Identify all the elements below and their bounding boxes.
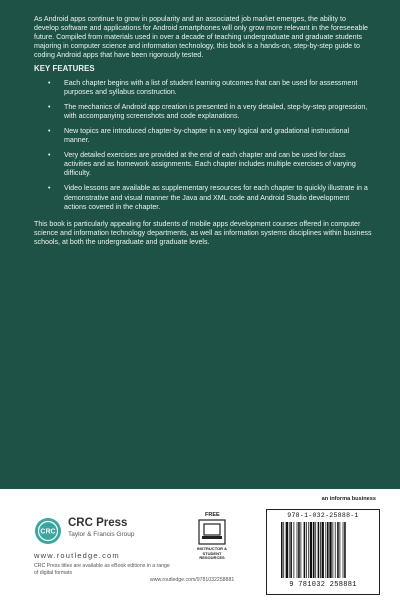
feature-item [34, 127, 372, 145]
barcode-bar [306, 522, 307, 578]
key-features-heading: KEY FEATURES [34, 64, 95, 74]
barcode-bar [293, 522, 294, 578]
bullet-icon: • [48, 103, 51, 111]
barcode-bar [335, 522, 336, 578]
barcode-bar [329, 522, 331, 578]
barcode-bar [337, 522, 339, 578]
publisher-footer [0, 489, 400, 600]
barcode-bar [304, 522, 306, 578]
barcode-bar [318, 522, 320, 578]
barcode-bar [310, 522, 312, 578]
barcode-bar [322, 522, 324, 578]
barcode-bar [332, 522, 333, 578]
barcode-bar [340, 522, 341, 578]
cover-text [34, 15, 372, 247]
resources-text: INSTRUCTOR & STUDENT RESOURCES [196, 546, 228, 561]
barcode-bar [320, 522, 321, 578]
closing-paragraph: This book is particularly appealing for students of mobile apps development courses offered in computer science and information technology departments, as well as information systems disciplines within business schools, at both the undergraduate and graduate levels. [34, 219, 372, 246]
isbn-number: 978-1-032-25888-1 [287, 512, 359, 519]
feature-item [34, 103, 372, 121]
feature-text: Very detailed exercises are provided at the end of each chapter and can be used for class activities and as homework assignments. Each chapter includes multiple exercises of varying difficulty. [64, 151, 356, 178]
feature-text: The mechanics of Android app creation is presented in a very detailed, step-by-step progression, with accompanying screenshots and code explanations. [64, 102, 368, 120]
key-features-list [34, 79, 372, 212]
publisher-website: www.routledge.com [34, 551, 120, 560]
barcode-bar [298, 522, 300, 578]
resources-badge-icon [198, 519, 226, 545]
barcode-bar [344, 522, 346, 578]
publisher-group: Taylor & Francis Group [68, 531, 135, 538]
feature-item [34, 151, 372, 178]
intro-paragraph: As Android apps continue to grow in popularity and an associated job market emerges, the ability to develop software and applications for Android smartphones will only grow more relevant in the foreseeable future. Compiled from materials used in over a decade of teaching undergraduate and graduate students majoring in computer science and information technology, this book is a hands-on, step-by-step guide to coding Android apps that have been rigorously tested. [34, 15, 368, 60]
feature-text: Video lessons are available as supplementary resources for each chapter to quickly illustrate in a demonstrative and visual manner the Java and XML code and Android Studio development actions covered in the chapter. [64, 184, 368, 211]
free-label: FREE [205, 512, 220, 518]
ebook-note: CRC Press titles are available as eBook editions in a range of digital formats [34, 563, 170, 576]
isbn-barcode-block [266, 509, 380, 595]
crc-press-logo-icon [34, 517, 62, 545]
crc-logo-text: CRC [40, 528, 56, 536]
barcode-bar [286, 522, 288, 578]
feature-item [34, 184, 372, 211]
barcode-bar [313, 522, 315, 578]
barcode-bar [283, 522, 284, 578]
feature-text: New topics are introduced chapter-by-chapter in a very logical and gradational instructional manner. [64, 126, 350, 145]
barcode-bar [308, 522, 309, 578]
barcode-bar [301, 522, 302, 578]
bullet-icon: • [48, 185, 51, 193]
barcode-bar [289, 522, 290, 578]
bullet-icon: • [48, 79, 51, 87]
feature-item [34, 79, 372, 97]
barcode-bar [315, 522, 316, 578]
barcode-bar [327, 522, 329, 578]
publisher-name: CRC Press [68, 517, 128, 529]
barcode-bar [343, 522, 344, 578]
isbn-barcode-digits: 9 781032 258881 [289, 581, 357, 589]
barcode-bar [325, 522, 326, 578]
barcode-icon [281, 522, 365, 578]
informa-tagline: an informa business [321, 496, 376, 502]
barcode-bar [290, 522, 292, 578]
resource-url: www.routledge.com/9781032258881 [150, 577, 235, 583]
barcode-bar [297, 522, 298, 578]
feature-text: Each chapter begins with a list of student learning outcomes that can be used for assessment purposes and syllabus construction. [64, 78, 358, 96]
bullet-icon: • [48, 127, 51, 135]
barcode-bar [281, 522, 283, 578]
bullet-icon: • [48, 152, 51, 160]
